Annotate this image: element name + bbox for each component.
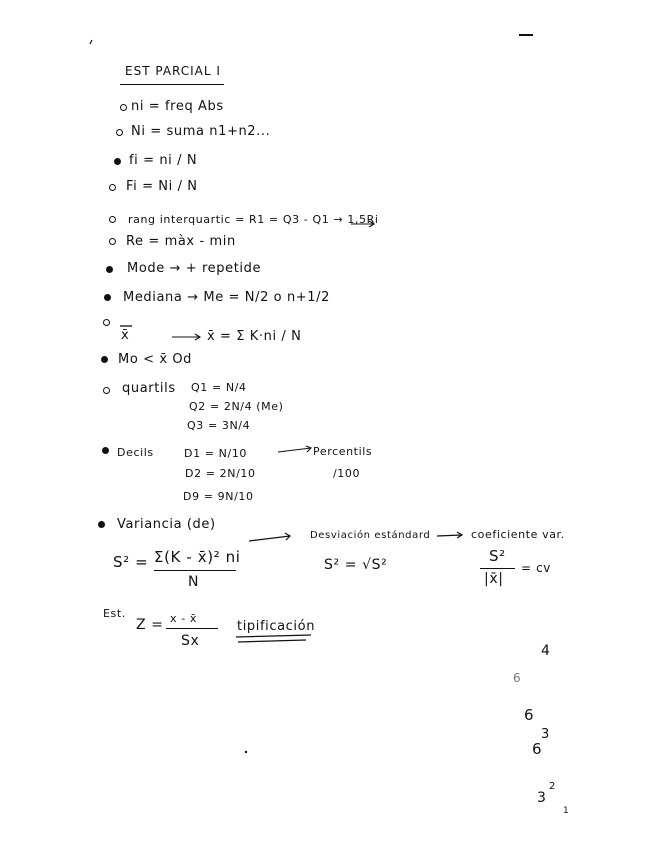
- bullet: [103, 319, 110, 326]
- tipificacion-label: tipificación: [237, 619, 316, 634]
- line-Fi: Fi = Ni / N: [126, 179, 198, 194]
- s2-numerator: Σ(K - x̄)² ni: [154, 548, 241, 566]
- doodle: 6: [532, 740, 543, 758]
- desviacio-label: Desviación estándard: [310, 530, 431, 541]
- doodle: 3: [541, 727, 550, 742]
- title-underline: [120, 84, 224, 85]
- line-Ni: Ni = suma n1+n2...: [131, 124, 271, 139]
- line-ni: ni = freq Abs: [131, 99, 224, 114]
- doodle: 2: [549, 781, 556, 792]
- bullet: [98, 521, 105, 528]
- cv-denominator: |x̄|: [484, 571, 504, 587]
- line-recorregut: Re = màx - min: [126, 234, 236, 249]
- page-title: EST PARCIAL I: [125, 64, 221, 78]
- line-mo-comparison: Mo < x̄ Od: [118, 352, 193, 367]
- bullet: [103, 387, 110, 394]
- coeficient-label: coeficiente var.: [471, 528, 565, 541]
- doodle: 6: [513, 671, 522, 685]
- bullet: [120, 104, 127, 111]
- line-d2: D2 = 2N/10: [185, 467, 256, 480]
- per100-label: /100: [333, 467, 361, 480]
- doodle: 1: [563, 806, 570, 816]
- z-numerator: x - x̄: [170, 612, 197, 625]
- bullet: [104, 294, 111, 301]
- line-mediana: Mediana → Me = N/2 o n+1/2: [123, 290, 331, 305]
- line-q1: Q1 = N/4: [191, 381, 247, 394]
- line-mode: Mode → + repetide: [127, 261, 262, 276]
- quartils-label: quartils: [122, 381, 176, 396]
- cv-equals: = cv: [521, 561, 551, 575]
- z-label: Z =: [136, 617, 164, 633]
- bullet: [101, 356, 108, 363]
- line-rang-interquartic: rang interquartic = R1 = Q3 - Q1 → 1,5Ri: [128, 213, 379, 226]
- doodle: 3: [537, 790, 547, 806]
- bullet: [116, 129, 123, 136]
- doodle: 6: [524, 706, 535, 724]
- bullet: [106, 266, 113, 273]
- line-q3: Q3 = 3N/4: [187, 419, 251, 432]
- line-d1: D1 = N/10: [184, 447, 248, 460]
- doodle: 4: [541, 643, 551, 659]
- percentils-label: Percentils: [313, 445, 373, 458]
- s2-denominator: N: [188, 574, 200, 590]
- s2-fraction-bar: [154, 570, 236, 571]
- s2-label: S² =: [113, 553, 149, 571]
- line-fi: fi = ni / N: [129, 153, 198, 168]
- line-mitjana-formula: x̄ = Σ K·ni / N: [207, 329, 302, 344]
- z-denominator: Sx: [181, 633, 200, 649]
- bullet: [109, 216, 116, 223]
- bullet: [109, 184, 116, 191]
- bullet: [109, 238, 116, 245]
- bullet: [102, 447, 109, 454]
- line-d9: D9 = 9N/10: [183, 490, 254, 503]
- z-fraction-bar: [166, 628, 218, 629]
- std-dev-formula: S² = √S²: [324, 557, 388, 573]
- cv-fraction-bar: [480, 568, 515, 569]
- cv-numerator: S²: [489, 547, 506, 565]
- variancia-label: Variancia (de): [117, 517, 216, 532]
- bullet: [114, 158, 121, 165]
- decils-label: Decils: [117, 446, 154, 459]
- line-q2: Q2 = 2N/4 (Me): [189, 400, 284, 413]
- line-mitjana-symbol: x̄: [121, 328, 130, 343]
- est-label: Est.: [103, 607, 126, 620]
